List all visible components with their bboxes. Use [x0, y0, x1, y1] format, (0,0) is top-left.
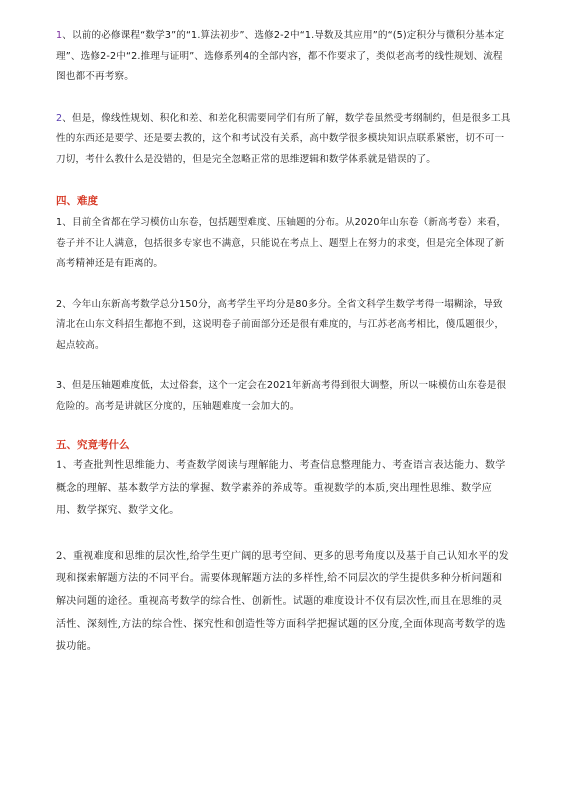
paragraph-2-text: 、但是，像线性规划、积化和差、和差化积需要同学们有所了解，数学卷虽然受考纲制约，但是很多工具性的东西还是要学、还是要去教的，这个和考试没有关系，高中数学很多模块知识点联系紧密，切不可一刀切，考什么教什么是没错的，但是完全忽略正常的思维逻辑和数学体系就是错误的了。: [56, 112, 511, 165]
difficulty-item-2: 2、今年山东新高考数学总分150分，高考学生平均分是80多分。全省文科学生数学考得一塌糊涂，导致清北在山东文科招生都抱不到，这说明卷子前面部分还是很有难度的，与江苏老高考相比，傻瓜题很少，起点较高。: [56, 298, 505, 351]
paragraph-1-text: 、以前的必修课程“数学3”的“1.算法初步”、选修2-2中“1.导数及其应用”的“(5)定积分与微积分基本定理”、选修2-2中“2.推理与证明”、选修系列4的全部内容，都不作要求了，类似老高考的线性规划、流程图也都不再考察。: [56, 30, 505, 82]
document-page: [56, 26, 512, 659]
section-heading-difficulty: 四、难度: [56, 195, 98, 207]
difficulty-item-3: 3、但是压轴题难度低，太过俗套，这个一定会在2021年新高考得到很大调整，所以一味模仿山东卷是很危险的。高考是讲就区分度的，压轴题难度一会加大的。: [56, 380, 507, 412]
paragraph-1: [56, 26, 512, 88]
paragraph-1-number: 1: [56, 30, 63, 41]
what-to-test-item-2: 2、重视难度和思维的层次性,给学生更广阔的思考空间、更多的思考角度以及基于自己认知水平的发现和探索解题方法的不同平台。需要体现解题方法的多样性,给不同层次的学生提供多种分析问题和解决问题的途径。重视高考数学的综合性、创新性。试题的难度设计不仅有层次性,而且在思维的灵活性、深刻性,方法的综合性、探究性和创造性等方面科学把握试题的区分度,全面体现高考数学的选拔功能。: [56, 550, 510, 653]
paragraph-2-number: 2: [56, 112, 63, 124]
section-heading-what-to-test: 五、究竟考什么: [56, 439, 130, 451]
what-to-test-item-1: 1、考查批判性思维能力、考查数学阅读与理解能力、考查信息整理能力、考查语言表达能力、数学概念的理解、基本数学方法的掌握、数学素养的养成等。重视数学的本质,突出理性思维、数学应用、数学探究、数学文化。: [56, 460, 506, 517]
difficulty-item-1: 1、目前全省都在学习模仿山东卷，包括题型难度、压轴题的分布。从2020年山东卷（新高考卷）来看，卷子并不让人满意，包括很多专家也不满意，只能说在考点上、题型上在努力的求变，但是完全体现了新高考精神还是有距离的。: [56, 217, 507, 269]
paragraph-2: [56, 109, 512, 171]
